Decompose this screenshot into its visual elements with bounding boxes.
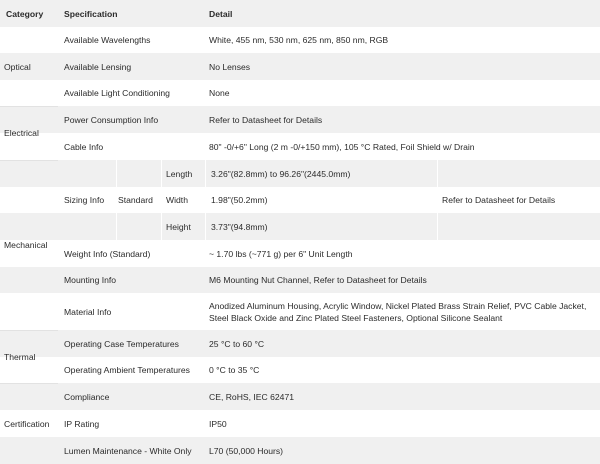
category-electrical: Electrical <box>4 128 39 138</box>
spec-detail: L70 (50,000 Hours) <box>209 445 284 456</box>
spec-label: Material Info <box>64 306 112 317</box>
spec-detail: 0 °C to 35 °C <box>209 365 260 375</box>
cell-divider <box>437 160 438 240</box>
spec-label: Cable Info <box>64 141 104 152</box>
dimension-value: 3.73"(94.8mm) <box>211 221 268 232</box>
spec-detail: Anodized Aluminum Housing, Acrylic Window, Nickel Plated Brass Strain Relief, PVC Cable Jacket, Steel Black Oxide and Zinc Plated Steel Fasteners, Optional Silicone Sealant <box>209 300 587 323</box>
spec-detail: IP50 <box>209 418 227 429</box>
category-optical: Optical <box>4 61 31 72</box>
dimension-value: 3.26"(82.8mm) to 96.26"(2445.0mm) <box>211 168 351 179</box>
dimension-label: Width <box>166 195 188 205</box>
spec-detail: Refer to Datasheet for Details <box>209 114 323 125</box>
spec-label: Available Lensing <box>64 61 132 72</box>
spec-label: Weight Info (Standard) <box>64 248 151 259</box>
dimension-value: 1.98"(50.2mm) <box>211 195 268 205</box>
category-thermal: Thermal <box>4 351 36 362</box>
spec-detail: None <box>209 88 230 98</box>
header-detail: Detail <box>209 8 233 19</box>
spec-detail: CE, RoHS, IEC 62471 <box>209 391 295 402</box>
category-certification: Certification <box>4 418 50 429</box>
spec-label: Power Consumption Info <box>64 114 159 125</box>
spec-label: Operating Case Temperatures <box>64 338 179 349</box>
sizing-note: Refer to Datasheet for Details <box>442 195 556 205</box>
spec-detail: 80" -0/+6" Long (2 m -0/+150 mm), 105 °C Rated, Foil Shield w/ Drain <box>209 141 475 152</box>
sizing-standard-label: Standard <box>118 195 153 205</box>
header-specification: Specification <box>64 8 118 19</box>
spec-detail: White, 455 nm, 530 nm, 625 nm, 850 nm, RGB <box>209 35 389 45</box>
cell-divider <box>205 160 206 240</box>
dimension-label: Length <box>166 168 193 179</box>
spec-label: IP Rating <box>64 418 100 429</box>
spec-label: Lumen Maintenance - White Only <box>64 445 192 456</box>
cell-divider <box>161 160 162 240</box>
spec-label: Available Wavelengths <box>64 35 151 45</box>
spec-detail: 25 °C to 60 °C <box>209 338 265 349</box>
dimension-label: Height <box>166 221 191 232</box>
header-category: Category <box>6 8 44 19</box>
spec-detail: No Lenses <box>209 61 251 72</box>
spec-label: Operating Ambient Temperatures <box>64 365 190 375</box>
sizing-info-label: Sizing Info <box>64 195 105 205</box>
spec-label: Compliance <box>64 391 110 402</box>
spec-label: Mounting Info <box>64 275 117 285</box>
spec-detail: ~ 1.70 lbs (~771 g) per 6" Unit Length <box>209 248 353 259</box>
category-mechanical: Mechanical <box>4 240 48 250</box>
spec-detail: M6 Mounting Nut Channel, Refer to Datasheet for Details <box>209 275 427 285</box>
spec-label: Available Light Conditioning <box>64 88 170 98</box>
cell-divider <box>116 160 117 240</box>
